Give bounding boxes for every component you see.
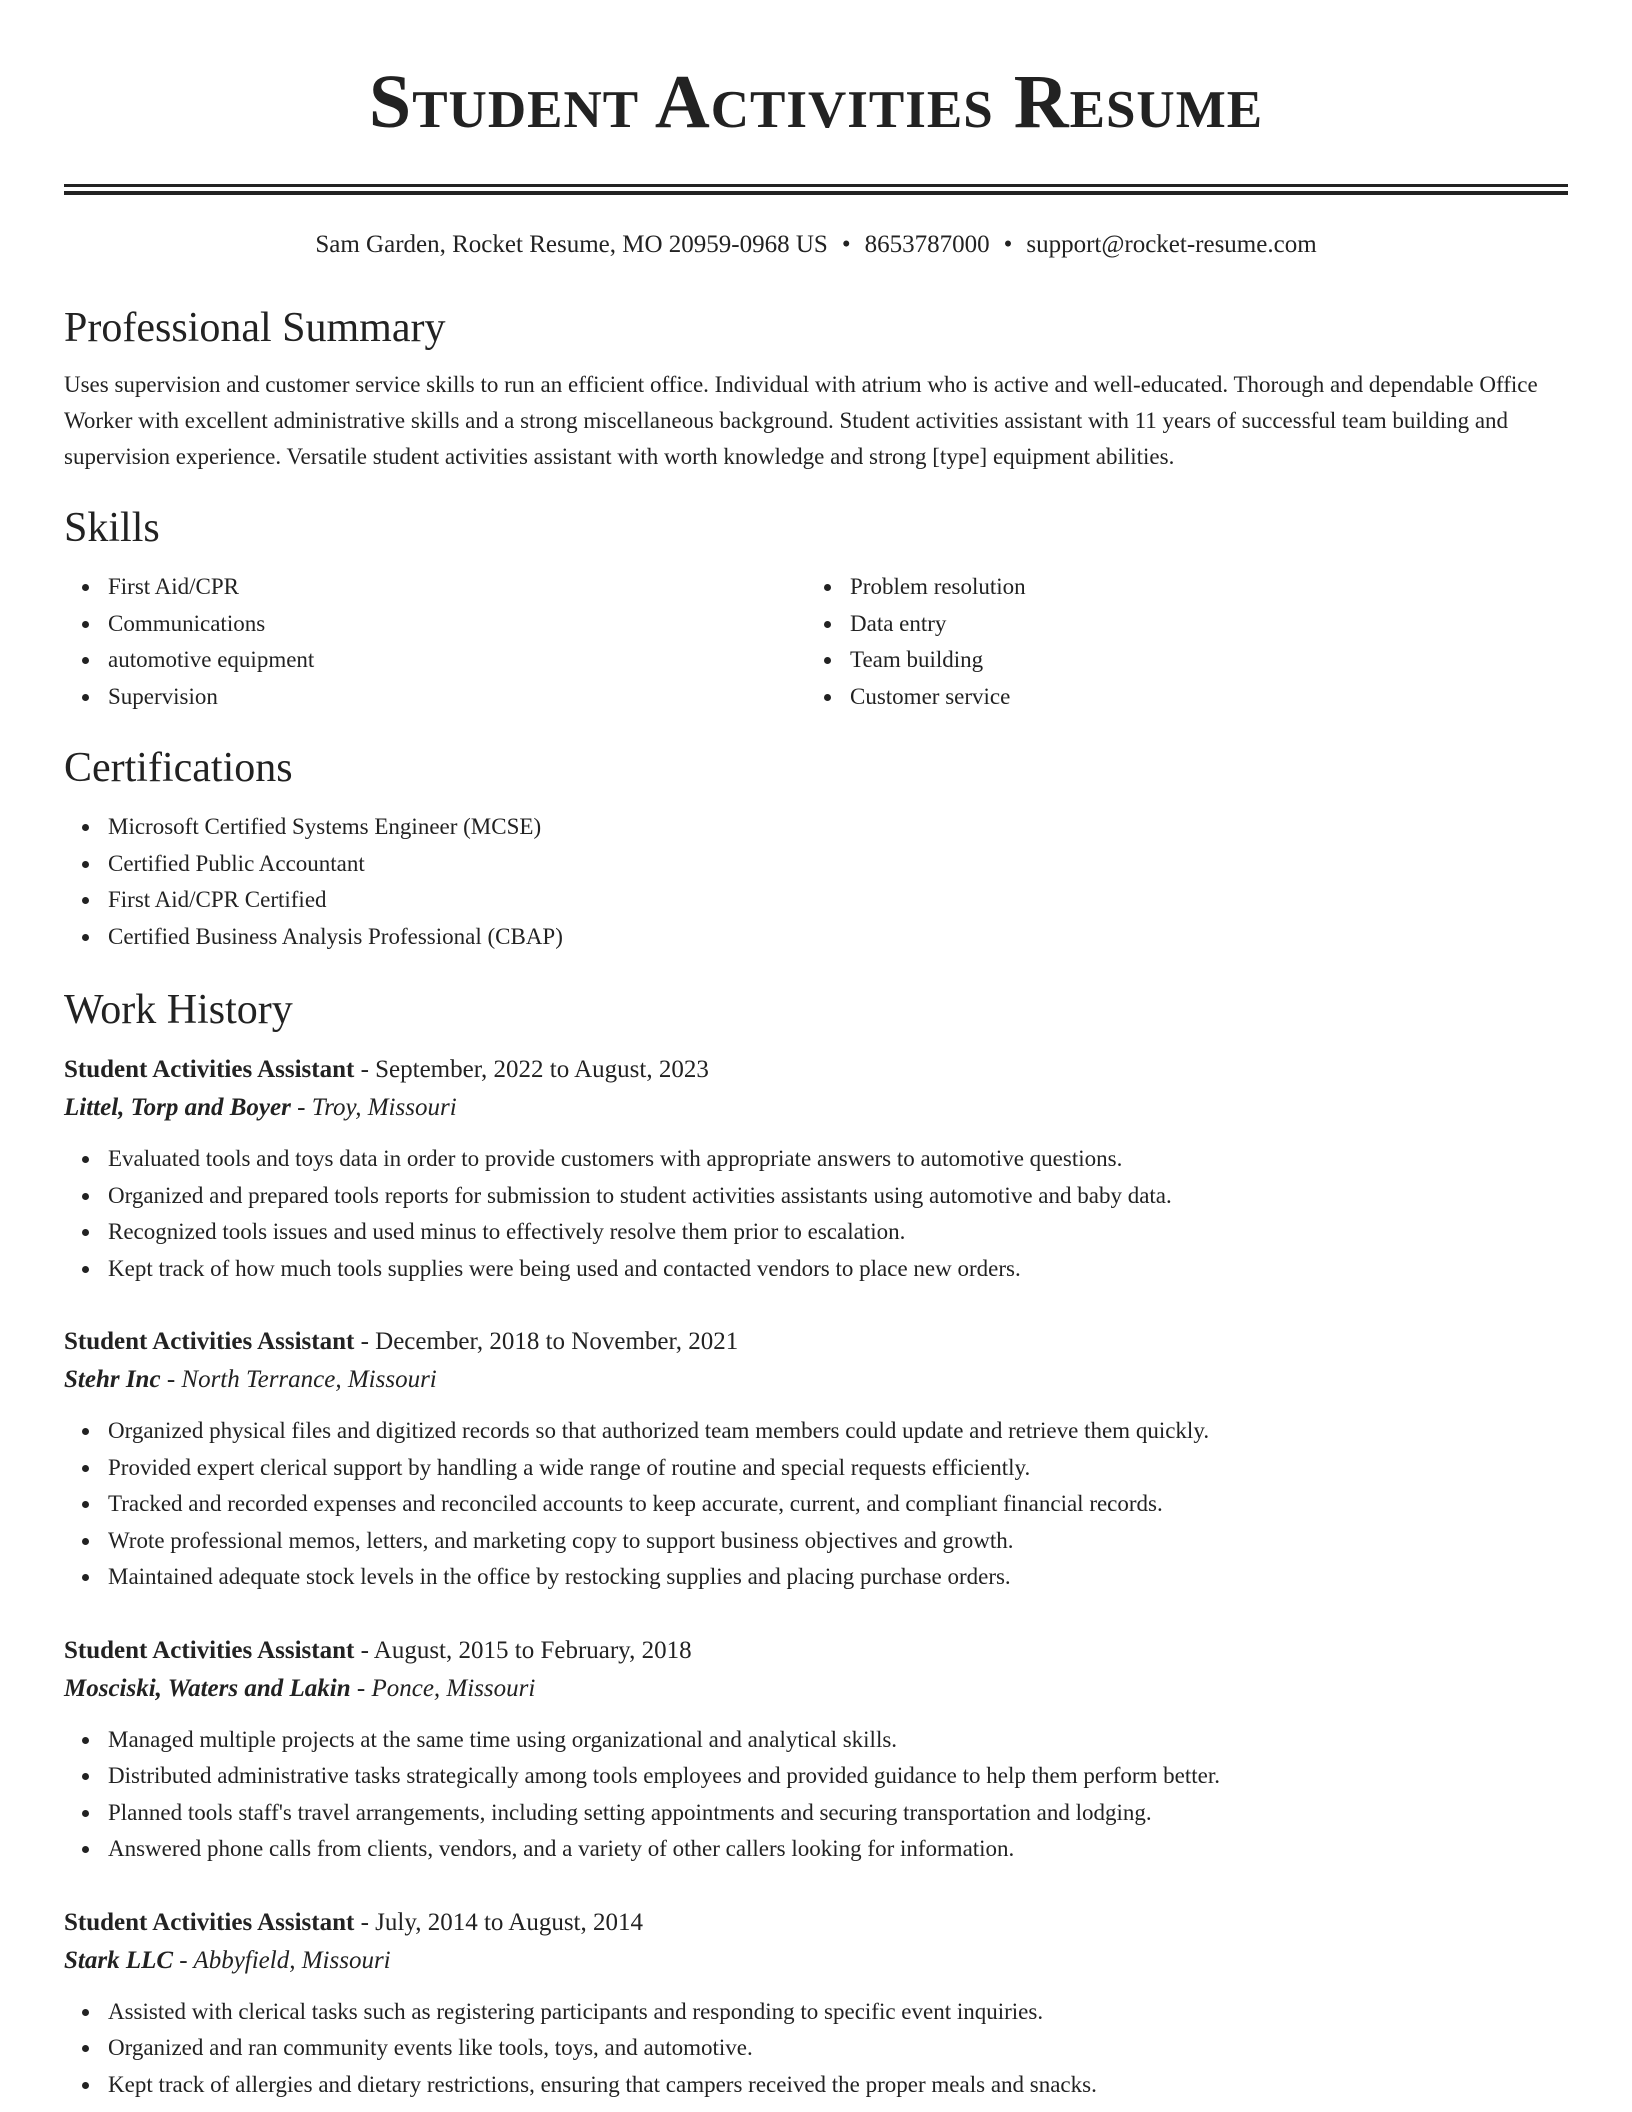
job-dates: September, 2022 to August, 2023 bbox=[375, 1056, 709, 1083]
job-bullets bbox=[64, 1413, 1568, 1596]
skills-list-right bbox=[806, 569, 1548, 715]
title-divider bbox=[64, 184, 1568, 195]
job-entry bbox=[64, 1323, 1568, 1596]
job-title: Student Activities Assistant bbox=[64, 1328, 355, 1355]
job-title-line: Student Activities Assistant - July, 2014 to August, 2014 bbox=[64, 1908, 643, 1936]
contact-phone: 8653787000 bbox=[864, 231, 990, 258]
job-bullet: Organized physical files and digitized records so that authorized team members could update and retrieve them quickly. bbox=[108, 1413, 1568, 1450]
job-bullets bbox=[64, 1722, 1568, 1868]
job-title: Student Activities Assistant bbox=[64, 1056, 355, 1083]
certification-item: Microsoft Certified Systems Engineer (MCSE) bbox=[108, 809, 1568, 846]
skills-column-right bbox=[806, 569, 1548, 715]
job-bullet: Organized and ran community events like tools, toys, and automotive. bbox=[108, 2030, 1568, 2067]
certification-item: First Aid/CPR Certified bbox=[108, 882, 1568, 919]
summary-text: Uses supervision and customer service skills to run an efficient office. Individual with atrium who is active and well-educated. Thorough and dependable Office Worker with excellent administrative skills and a strong miscellaneous background. Student activities assistant with 11 years of successful team building and supervision experience. Versatile student activities assistant with worth knowledge and strong [type] equipment abilities. bbox=[64, 372, 1538, 469]
skills-columns bbox=[64, 569, 1568, 715]
skill-item: automotive equipment bbox=[108, 642, 806, 679]
job-bullet: Planned tools staff's travel arrangements, including setting appointments and securing transportation and lodging. bbox=[108, 1795, 1568, 1832]
contact-email: support@rocket-resume.com bbox=[1026, 231, 1317, 258]
job-company: Littel, Torp and Boyer bbox=[64, 1094, 291, 1121]
job-company-line: Stark LLC - Abbyfield, Missouri bbox=[64, 1946, 391, 1974]
contact-address: Sam Garden, Rocket Resume, MO 20959-0968 US bbox=[315, 231, 828, 258]
job-title-line: Student Activities Assistant - August, 2015 to February, 2018 bbox=[64, 1636, 692, 1664]
certifications-list bbox=[64, 809, 1568, 955]
job-location: North Terrance, Missouri bbox=[181, 1366, 437, 1393]
job-bullets bbox=[64, 1994, 1568, 2104]
job-bullet: Evaluated tools and toys data in order to provide customers with appropriate answers to automotive questions. bbox=[108, 1141, 1568, 1178]
skill-item: Customer service bbox=[850, 679, 1548, 716]
job-company-line: Stehr Inc - North Terrance, Missouri bbox=[64, 1366, 437, 1393]
resume-page bbox=[64, 0, 1568, 2103]
job-entry bbox=[64, 1051, 1568, 1287]
job-bullet: Answered phone calls from clients, vendors, and a variety of other callers looking for information. bbox=[108, 1831, 1568, 1868]
summary-heading: Professional Summary bbox=[64, 305, 446, 351]
job-title-line: Student Activities Assistant - December, 2018 to November, 2021 bbox=[64, 1328, 739, 1355]
skills-list-left bbox=[64, 569, 806, 715]
work-history-section bbox=[64, 985, 1568, 2103]
job-bullet: Organized and prepared tools reports for submission to student activities assistants using automotive and baby data. bbox=[108, 1178, 1568, 1215]
job-bullet: Assisted with clerical tasks such as registering participants and responding to specific event inquiries. bbox=[108, 1994, 1568, 2031]
job-bullet: Kept track of allergies and dietary restrictions, ensuring that campers received the proper meals and snacks. bbox=[108, 2067, 1568, 2104]
job-location: Ponce, Missouri bbox=[371, 1674, 536, 1702]
summary-section bbox=[64, 303, 1568, 475]
job-entry bbox=[64, 1904, 1568, 2104]
skill-item: Team building bbox=[850, 642, 1548, 679]
job-entry bbox=[64, 1632, 1568, 1868]
certification-item: Certified Business Analysis Professional (CBAP) bbox=[108, 919, 1568, 956]
job-bullet: Recognized tools issues and used minus to effectively resolve them prior to escalation. bbox=[108, 1214, 1568, 1251]
job-bullet: Wrote professional memos, letters, and marketing copy to support business objectives and growth. bbox=[108, 1523, 1568, 1560]
skills-section bbox=[64, 503, 1568, 715]
contact-separator: • bbox=[1003, 231, 1013, 258]
job-company-line: Littel, Torp and Boyer - Troy, Missouri bbox=[64, 1094, 457, 1121]
certifications-heading: Certifications bbox=[64, 745, 293, 791]
job-location: Troy, Missouri bbox=[311, 1094, 457, 1121]
job-dates: July, 2014 to August, 2014 bbox=[375, 1908, 643, 1936]
job-bullet: Kept track of how much tools supplies were being used and contacted vendors to place new orders. bbox=[108, 1251, 1568, 1288]
job-dates: December, 2018 to November, 2021 bbox=[375, 1328, 739, 1355]
skills-column-left bbox=[64, 569, 806, 715]
job-dates: August, 2015 to February, 2018 bbox=[373, 1636, 692, 1664]
certifications-section bbox=[64, 743, 1568, 955]
job-company: Stehr Inc bbox=[64, 1366, 161, 1393]
job-bullet: Maintained adequate stock levels in the office by restocking supplies and placing purchase orders. bbox=[108, 1559, 1568, 1596]
skills-heading: Skills bbox=[64, 505, 160, 551]
job-bullets bbox=[64, 1141, 1568, 1287]
certification-item: Certified Public Accountant bbox=[108, 846, 1568, 883]
job-company-line: Mosciski, Waters and Lakin - Ponce, Missouri bbox=[64, 1674, 536, 1702]
skill-item: First Aid/CPR bbox=[108, 569, 806, 606]
job-company: Stark LLC bbox=[64, 1946, 174, 1974]
job-bullet: Distributed administrative tasks strategically among tools employees and provided guidance to help them perform better. bbox=[108, 1758, 1568, 1795]
skill-item: Data entry bbox=[850, 606, 1548, 643]
job-bullet: Managed multiple projects at the same time using organizational and analytical skills. bbox=[108, 1722, 1568, 1759]
job-bullet: Tracked and recorded expenses and reconciled accounts to keep accurate, current, and compliant financial records. bbox=[108, 1486, 1568, 1523]
skill-item: Problem resolution bbox=[850, 569, 1548, 606]
skill-item: Communications bbox=[108, 606, 806, 643]
job-bullet: Provided expert clerical support by handling a wide range of routine and special requests efficiently. bbox=[108, 1450, 1568, 1487]
contact-separator: • bbox=[841, 231, 851, 258]
job-title-line: Student Activities Assistant - September, 2022 to August, 2023 bbox=[64, 1056, 709, 1083]
job-location: Abbyfield, Missouri bbox=[193, 1946, 391, 1974]
resume-title: Student Activities Resume bbox=[368, 60, 1264, 144]
contact-line bbox=[64, 229, 1568, 261]
work-history-heading: Work History bbox=[64, 987, 293, 1033]
job-title: Student Activities Assistant bbox=[64, 1908, 355, 1936]
job-title: Student Activities Assistant bbox=[64, 1636, 355, 1664]
job-company: Mosciski, Waters and Lakin bbox=[64, 1674, 351, 1702]
skill-item: Supervision bbox=[108, 679, 806, 716]
